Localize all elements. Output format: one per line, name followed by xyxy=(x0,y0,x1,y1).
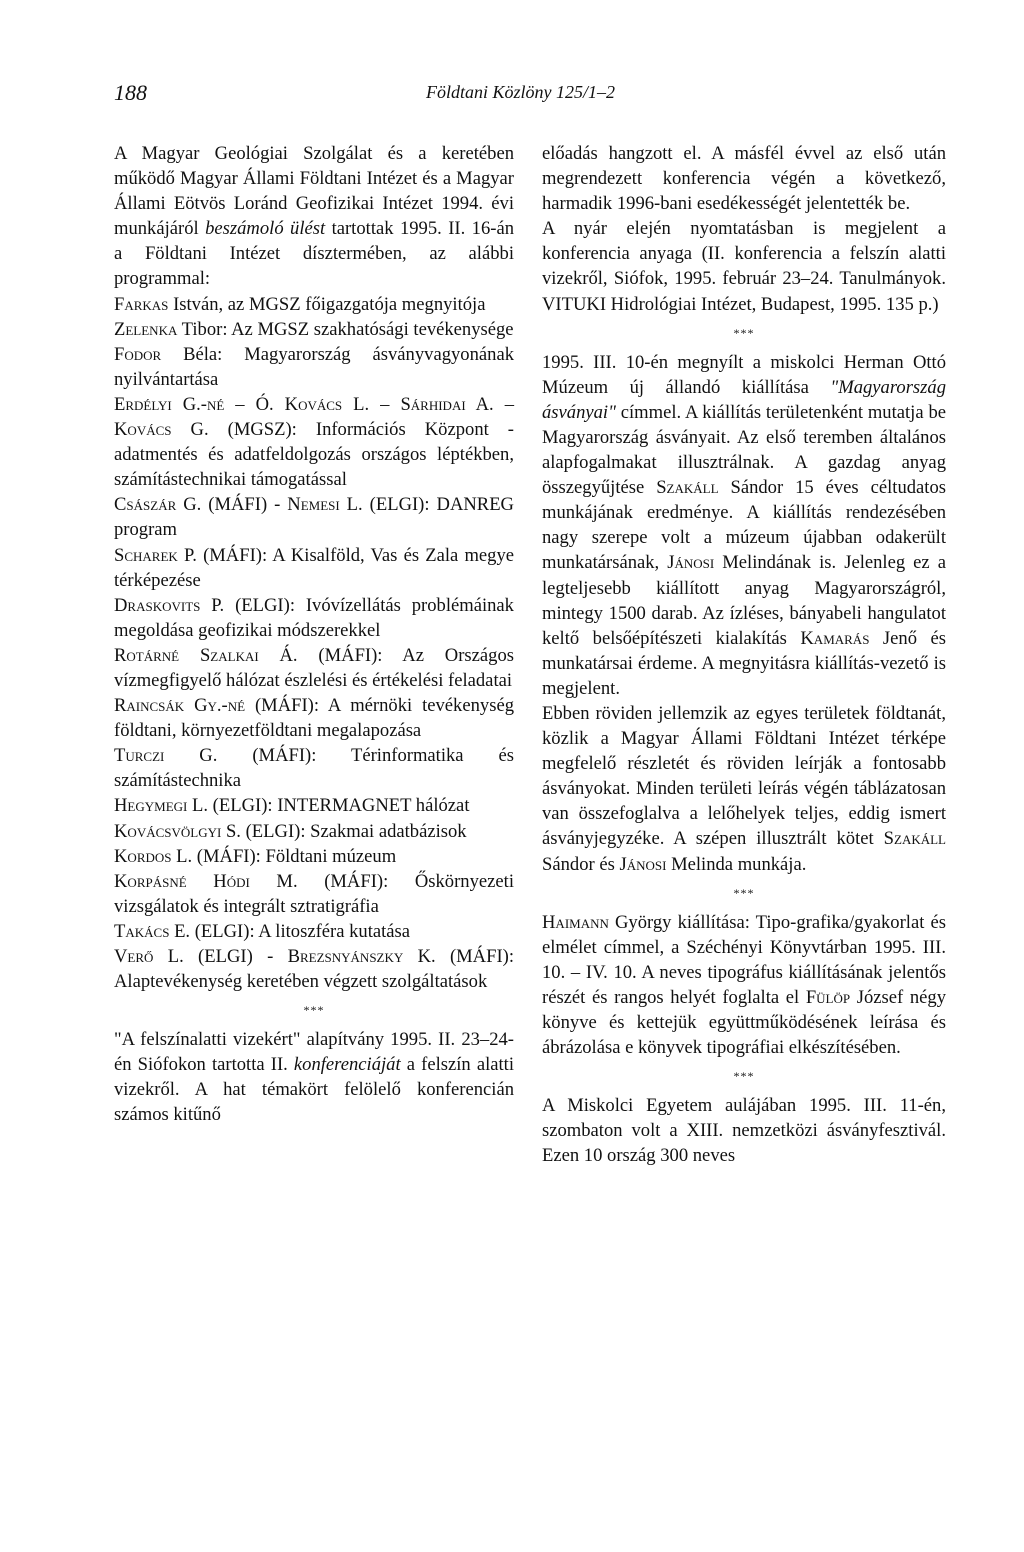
program-item: Takács E. (ELGI): A litoszféra kutatása xyxy=(114,920,411,942)
program-item: Raincsák Gy.-né (MÁFI): A mérnöki tevékenység földtani, környezetföldtani megalapozása xyxy=(114,695,514,742)
program-item: Hegymegi L. (ELGI): INTERMAGNET hálózat xyxy=(114,795,470,817)
program-item: Turczi G. (MÁFI): Térinformatika és számítástechnika xyxy=(114,745,514,792)
intro-paragraph: A Magyar Geológiai Szolgálat és a keretében működő Magyar Állami Földtani Intézet és a Magyar Állami Eötvös Loránd Geofizikai Intézet 1994. évi munkájáról beszámoló ülést tartottak 1995. II. 16-án a Földtani Intézet dísztermében, az alábbi programmal: xyxy=(114,143,514,290)
program-list xyxy=(114,292,514,995)
section-separator: *** xyxy=(303,1003,325,1018)
book-paragraph: Ebben röviden jellemzik az egyes területek földtanát, közlik a Magyar Állami Földtani Intézet térképe megfelelő részletét és röviden leírják a fontosabb ásványokat. Minden területi leírás végén táblázatosan van összefoglalva a lelőhelyek teljes, eddig ismert ásványjegyzéke. A szépen illusztrált kötet Szakáll Sándor és Jánosi Melinda munkája. xyxy=(542,702,946,875)
festival-paragraph: A Miskolci Egyetem aulájában 1995. III. 11-én, szombaton volt a XIII. nemzetközi ásványfesztivál. Ezen 10 ország 300 neves xyxy=(542,1095,946,1167)
program-item: Verő L. (ELGI) - Brezsnyánszky K. (MÁFI): Alaptevékenység keretében végzett szolgáltatások xyxy=(114,946,515,993)
program-item: Fodor Béla: Magyarország ásványvagyonának nyilvántartása xyxy=(114,343,514,390)
exhibition-paragraph: Haimann György kiállítása: Tipo-grafika/gyakorlat és elmélet címmel, a Széchényi Könyvtárban 1995. III. 10. – IV. 10. A neves tipográfus kiállításának jelentős részét és rangos helyét foglalta el Fülöp József négy könyve és kettejük együttműködésének leírása és ábrázolása e könyvek tipográfiai elkészítésében. xyxy=(542,911,946,1059)
program-item: Korpásné Hódi M. (MÁFI): Őskörnyezeti vizsgálatok és integrált sztratigráfia xyxy=(114,870,514,917)
program-item: Kordos L. (MÁFI): Földtani múzeum xyxy=(114,845,397,867)
program-item: Erdélyi G.-né – Ó. Kovács L. – Sárhidai A. – Kovács G. (MGSZ): Információs Központ - adatmentés és adatfeldolgozás országos léptékben, számítástechnikai támogatással xyxy=(114,393,514,491)
publication-paragraph: A nyár elején nyomtatásban is megjelent a konferencia anyaga (II. konferencia a felszín alatti vizekről, Siófok, 1995. február 23–24. Tanulmányok. VITUKI Hidrológiai Intézet, Budapest, 1995. 135 p.) xyxy=(542,218,946,315)
continuation-paragraph: előadás hangzott el. A másfél évvel az első után megrendezett konferencia végén a következő, harmadik 1996-bani esedékességét jelentették be. xyxy=(542,143,946,215)
section-separator: *** xyxy=(733,885,755,900)
page-header xyxy=(114,80,944,110)
program-item: Rotárné Szalkai Á. (MÁFI): Az Országos vízmegfigyelő hálózat észlelési és értékelési feladatai xyxy=(114,644,514,691)
section-separator: *** xyxy=(733,325,755,340)
program-item: Farkas István, az MGSZ főigazgatója megnyitója xyxy=(114,293,486,315)
program-item: Császár G. (MÁFI) - Nemesi L. (ELGI): DANREG program xyxy=(114,494,514,541)
journal-title: Földtani Közlöny 125/1–2 xyxy=(426,82,615,102)
program-item: Scharek P. (MÁFI): A Kisalföld, Vas és Zala megye térképezése xyxy=(114,544,515,591)
right-column xyxy=(542,141,946,1168)
program-item: Draskovits P. (ELGI): Ivóvízellátás problémáinak megoldása geofizikai módszerekkel xyxy=(114,594,514,641)
page-number: 188 xyxy=(114,80,147,105)
left-column xyxy=(114,141,514,1128)
program-item: Kovácsvölgyi S. (ELGI): Szakmai adatbázisok xyxy=(114,820,467,842)
foundation-paragraph: "A felszínalatti vizekért" alapítvány 1995. II. 23–24-én Siófokon tartotta II. konferenciáját a felszín alatti vizekről. A hat témakört felölelő konferencián számos kitűnő xyxy=(114,1029,514,1126)
program-item: Zelenka Tibor: Az MGSZ szakhatósági tevékenysége xyxy=(114,318,514,340)
section-separator: *** xyxy=(733,1069,755,1084)
museum-paragraph: 1995. III. 10-én megnyílt a miskolci Herman Ottó Múzeum új állandó kiállítása "Magyarország ásványai" címmel. A kiállítás területenként mutatja be Magyarország ásványait. Az első teremben általános alapfogalmakat illusztrálnak. A gazdag anyag összegyűjtése Szakáll Sándor 15 éves céltudatos munkájának eredménye. A kiállítás rendezésében nagy szerepe volt a múzeum újabban odakerült munkatársának, Jánosi Melindának is. Jelenleg ez a legteljesebb kiállított anyag Magyarországról, mintegy 1500 darab. Az ízléses, bányabeli hangulatot keltő belsőépítészeti kialakítás Kamarás Jenő és munkatársai érdeme. A megnyitásra kiállítás-vezető is megjelent. xyxy=(542,351,946,699)
